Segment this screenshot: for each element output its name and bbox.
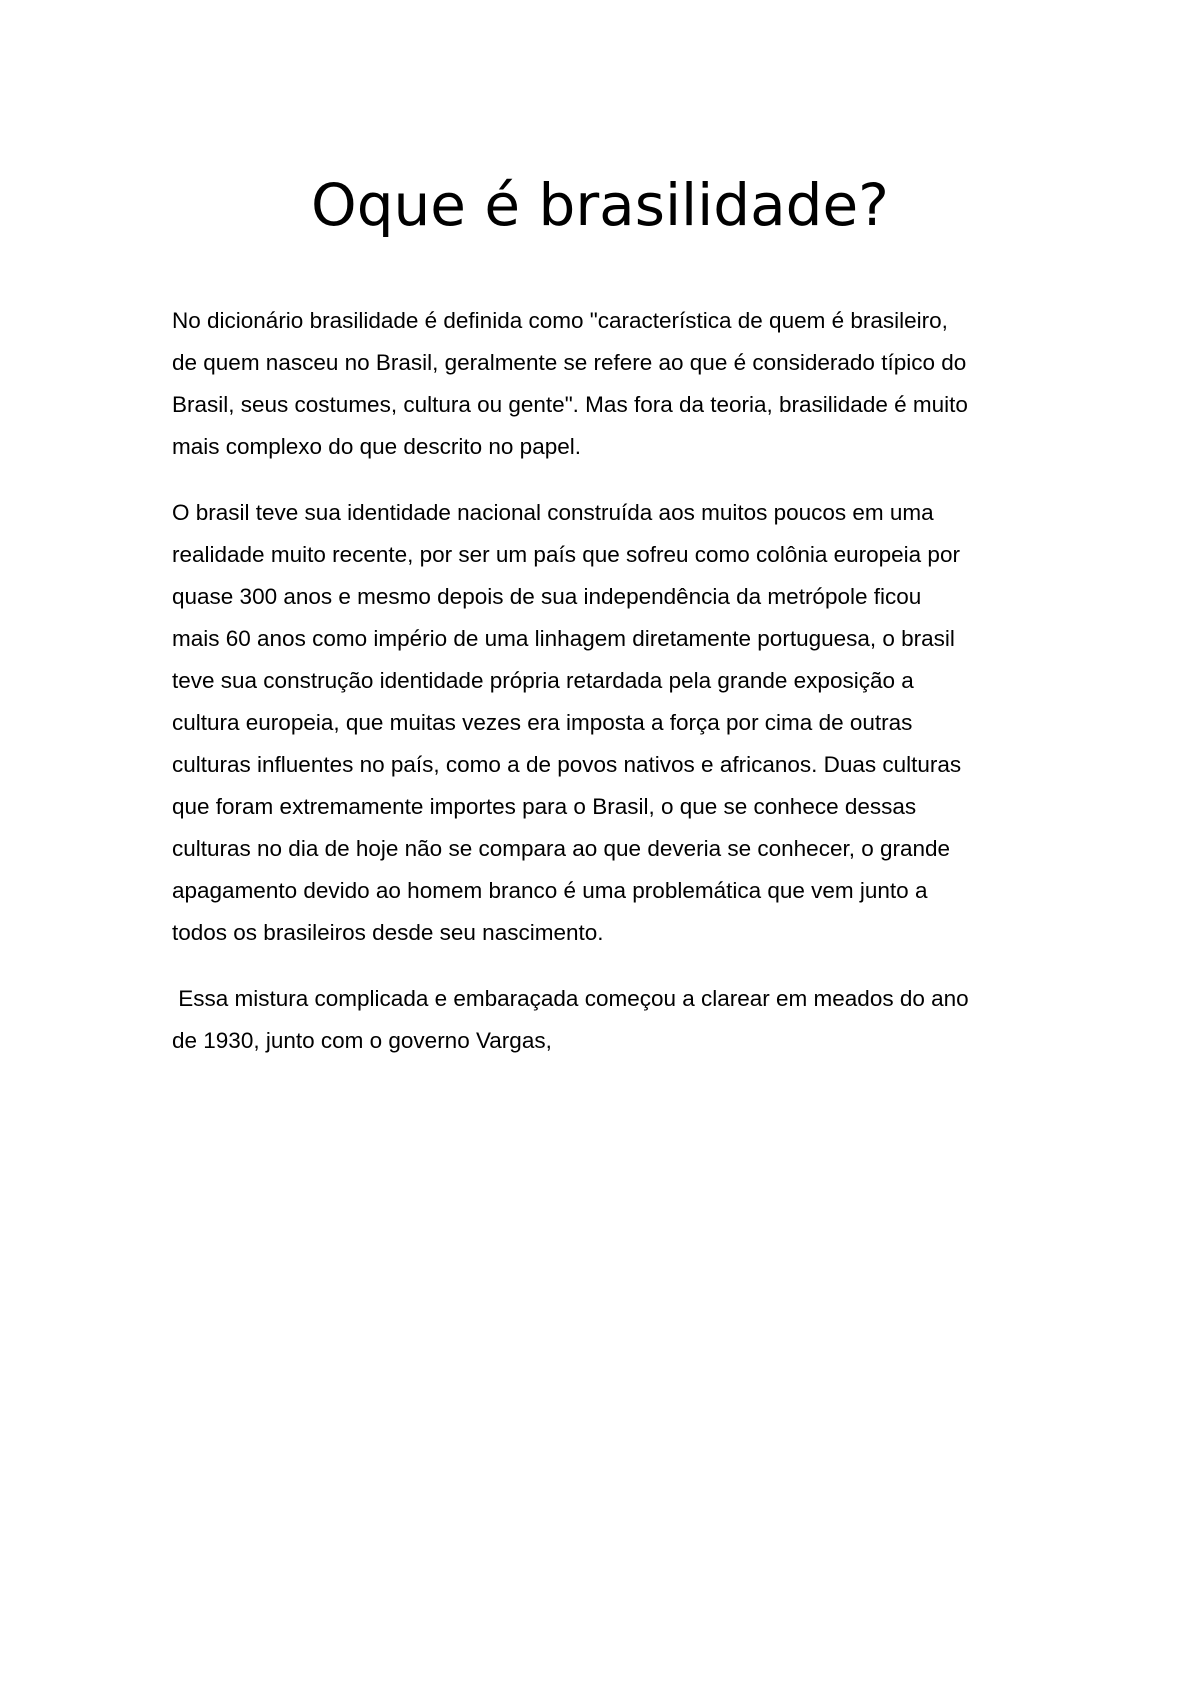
paragraph-2 bbox=[172, 492, 1052, 954]
paragraph-line: No dicionário brasilidade é definida como "característica de quem é brasileiro, bbox=[172, 308, 948, 333]
paragraph-line: apagamento devido ao homem branco é uma problemática que vem junto a bbox=[172, 878, 928, 903]
paragraph-line: mais complexo do que descrito no papel. bbox=[172, 434, 581, 459]
paragraph-line: realidade muito recente, por ser um país que sofreu como colônia europeia por bbox=[172, 542, 960, 567]
paragraph-line: quase 300 anos e mesmo depois de sua independência da metrópole ficou bbox=[172, 584, 922, 609]
paragraph-1 bbox=[172, 300, 1052, 468]
paragraph-line: que foram extremamente importes para o Brasil, o que se conhece dessas bbox=[172, 794, 917, 819]
paragraph-line: Essa mistura complicada e embaraçada começou a clarear em meados do ano bbox=[172, 986, 969, 1011]
paragraph-line: culturas no dia de hoje não se compara ao que deveria se conhecer, o grande bbox=[172, 836, 951, 861]
paragraph-3 bbox=[172, 978, 1052, 1062]
paragraph-line: todos os brasileiros desde seu nascimento. bbox=[172, 920, 604, 945]
paragraph-line: cultura europeia, que muitas vezes era imposta a força por cima de outras bbox=[172, 710, 913, 735]
paragraph-line: de 1930, junto com o governo Vargas, bbox=[172, 1028, 552, 1053]
paragraph-line: O brasil teve sua identidade nacional construída aos muitos poucos em uma bbox=[172, 500, 934, 525]
paragraph-line: Brasil, seus costumes, cultura ou gente". Mas fora da teoria, brasilidade é muito bbox=[172, 392, 968, 417]
paragraph-line: teve sua construção identidade própria retardada pela grande exposição a bbox=[172, 668, 914, 693]
paragraph-line: de quem nasceu no Brasil, geralmente se refere ao que é considerado típico do bbox=[172, 350, 967, 375]
paragraph-line: mais 60 anos como império de uma linhagem diretamente portuguesa, o brasil bbox=[172, 626, 955, 651]
document-body bbox=[172, 300, 1052, 1086]
document-title: Oque é brasilidade? bbox=[311, 171, 889, 239]
paragraph-line: culturas influentes no país, como a de povos nativos e africanos. Duas culturas bbox=[172, 752, 962, 777]
